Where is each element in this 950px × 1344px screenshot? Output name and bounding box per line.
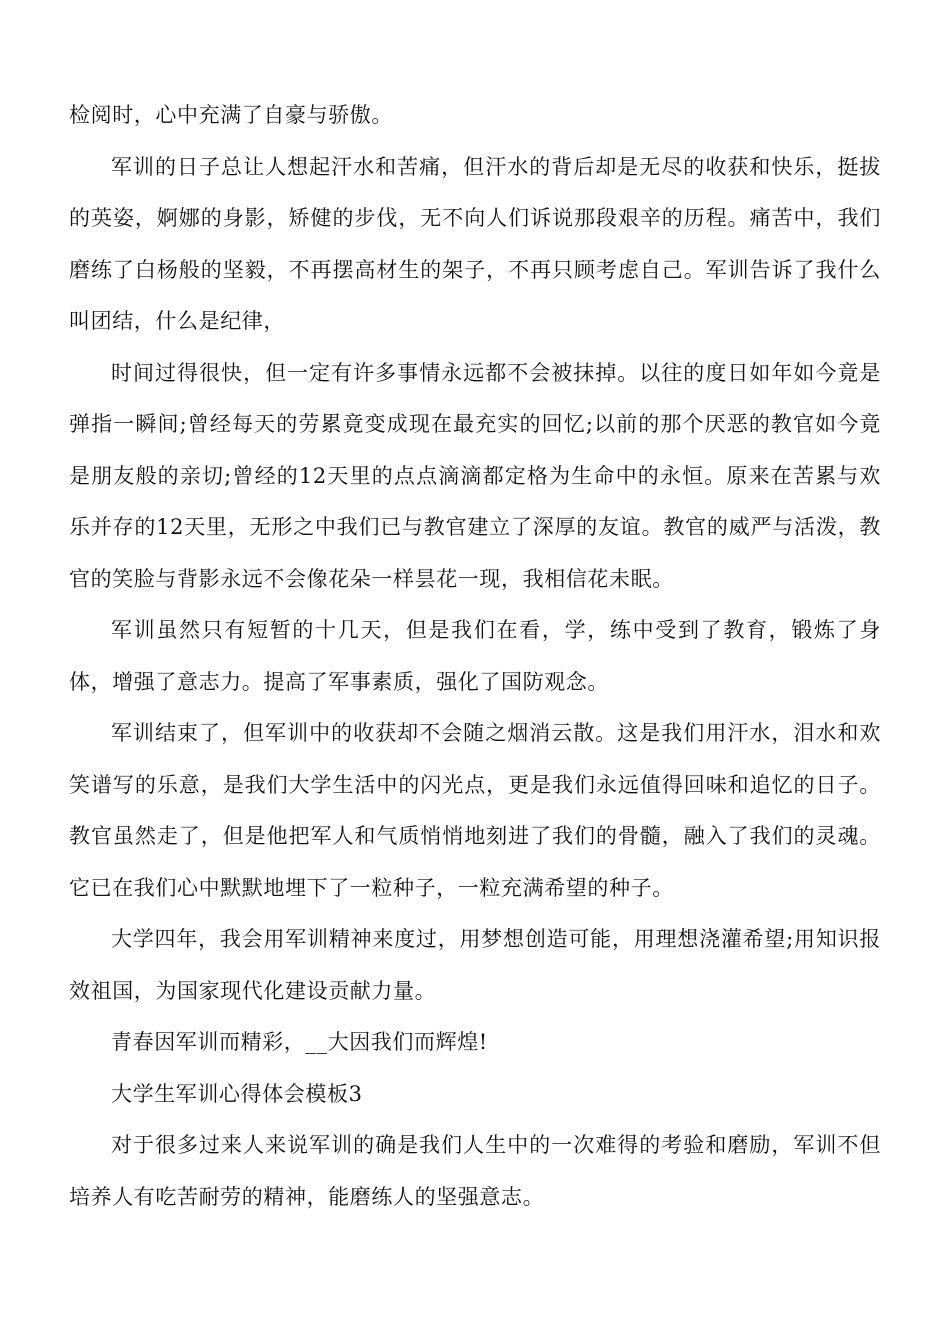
section-heading: 大学生军训心得体会模板3 [111,1081,363,1106]
paragraph-8: 对于很多过来人来说军训的确是我们人生中的一次难得的考验和磨励，军训不但培养人有吃苦耐劳的精神，能磨练人的坚强意志。 [69,1133,881,1209]
paragraph-3: 时间过得很快，但一定有许多事情永远都不会被抹掉。以往的度日如年如今竟是弹指一瞬间;曾经每天的劳累竟变成现在最充实的回忆;以前的那个厌恶的教官如今竟是朋友般的亲切;曾经的12天里的点点滴滴都定格为生命中的永恒。原来在苦累与欢乐并存的12天里，无形之中我们已与教官建立了深厚的友谊。教官的威严与活泼，教官的笑脸与背影永远不会像花朵一样昙花一现，我相信花未眠。 [69,360,881,591]
paragraph-4: 军训虽然只有短暂的十几天，但是我们在看，学，练中受到了教育，锻炼了身体，增强了意志力。提高了军事素质，强化了国防观念。 [69,618,881,694]
document-page [69,90,881,1223]
paragraph-6: 大学四年，我会用军训精神来度过，用梦想创造可能，用理想浇灌希望;用知识报效祖国，为国家现代化建设贡献力量。 [69,927,881,1003]
paragraph-1: 检阅时，心中充满了自豪与骄傲。 [69,103,393,127]
paragraph-5: 军训结束了，但军训中的收获却不会随之烟消云散。这是我们用汗水，泪水和欢笑谱写的乐意，是我们大学生活中的闪光点，更是我们永远值得回味和追忆的日子。教官虽然走了，但是他把军人和气质悄悄地刻进了我们的骨髓，融入了我们的灵魂。它已在我们心中默默地埋下了一粒种子，一粒充满希望的种子。 [69,721,881,900]
paragraph-2: 军训的日子总让人想起汗水和苦痛，但汗水的背后却是无尽的收获和快乐，挺拔的英姿，婀娜的身影，矫健的步伐，无不向人们诉说那段艰辛的历程。痛苦中，我们磨练了白杨般的坚毅，不再摆高材生的架子，不再只顾考虑自己。军训告诉了我什么叫团结，什么是纪律， [69,154,881,333]
paragraph-7: 青春因军训而精彩，__大因我们而辉煌! [111,1030,488,1054]
